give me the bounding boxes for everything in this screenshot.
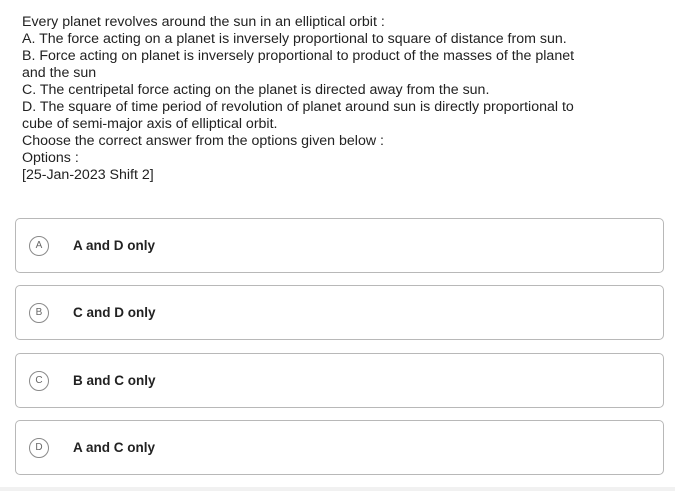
option-b[interactable] xyxy=(15,285,664,340)
question-line: B. Force acting on planet is inversely proportional to product of the masses of the planet xyxy=(22,48,575,64)
question-line: Choose the correct answer from the options given below : xyxy=(22,133,384,149)
option-label-c: B and C only xyxy=(73,373,156,388)
question-line: and the sun xyxy=(22,65,97,81)
option-radio-d[interactable]: D xyxy=(29,438,49,458)
question-line: Options : xyxy=(22,150,79,166)
option-label-a: A and D only xyxy=(73,238,156,253)
option-radio-a[interactable]: A xyxy=(29,236,49,256)
question-text xyxy=(22,14,667,184)
option-label-b: C and D only xyxy=(73,305,156,320)
bottom-divider xyxy=(0,487,675,491)
option-radio-b[interactable]: B xyxy=(29,303,49,323)
question-line: D. The square of time period of revolution of planet around sun is directly proportional to xyxy=(22,99,574,115)
answer-options xyxy=(15,218,664,487)
option-a[interactable] xyxy=(15,218,664,273)
option-d[interactable] xyxy=(15,420,664,475)
option-c[interactable] xyxy=(15,353,664,408)
option-label-d: A and C only xyxy=(73,440,156,455)
option-radio-c[interactable]: C xyxy=(29,371,49,391)
question-line: [25-Jan-2023 Shift 2] xyxy=(22,167,154,183)
question-line: cube of semi-major axis of elliptical orbit. xyxy=(22,116,278,132)
question-line: Every planet revolves around the sun in an elliptical orbit : xyxy=(22,14,385,30)
question-line: A. The force acting on a planet is inversely proportional to square of distance from sun. xyxy=(22,31,567,47)
question-line: C. The centripetal force acting on the planet is directed away from the sun. xyxy=(22,82,490,98)
